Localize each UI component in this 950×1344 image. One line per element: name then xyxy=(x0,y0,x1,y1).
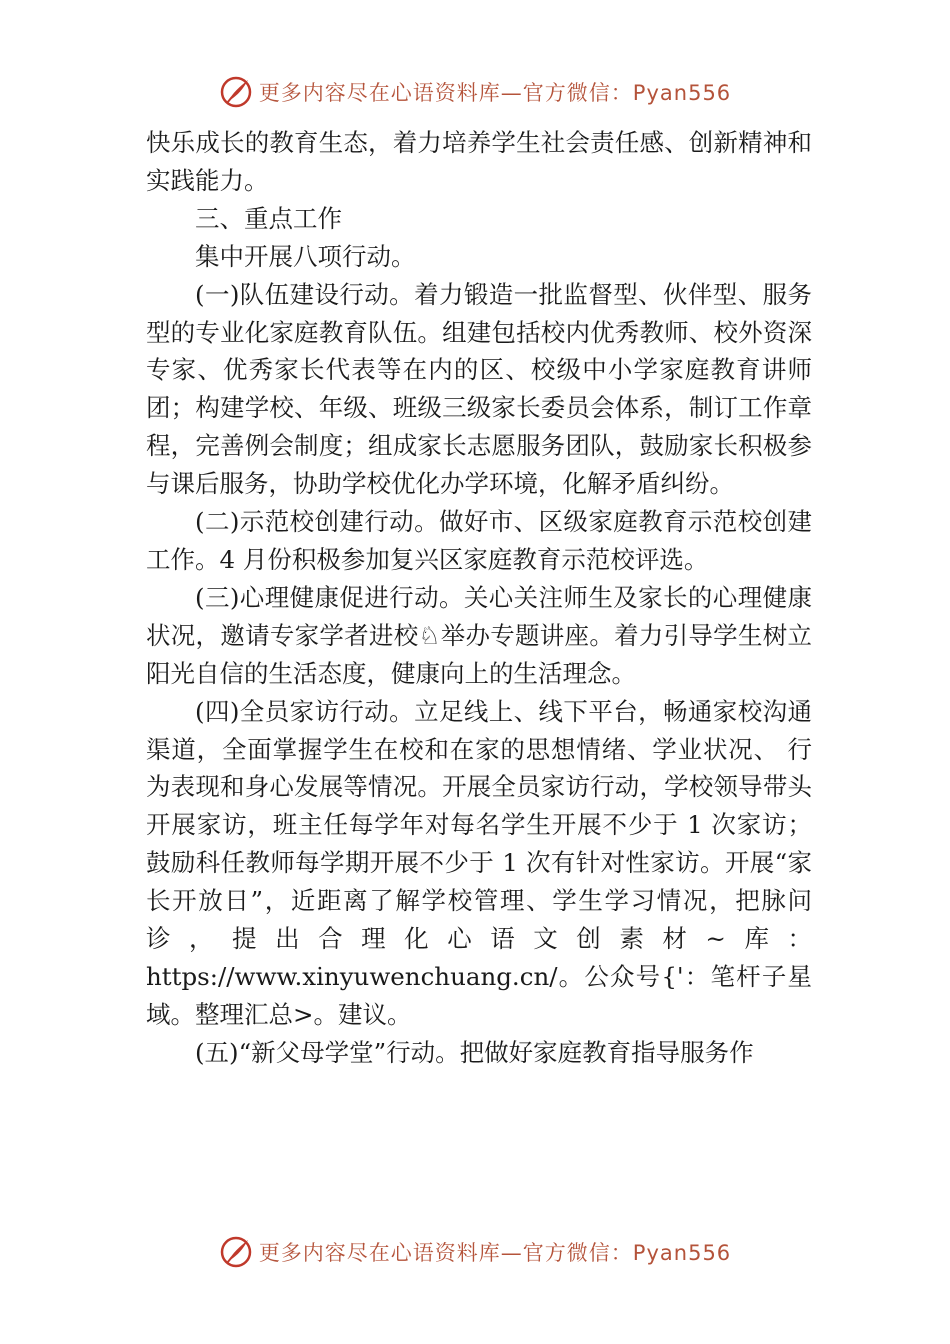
watermark-text: 更多内容尽在心语资料库—官方微信：Pyan556 xyxy=(258,81,732,105)
feather-pen-logo-icon xyxy=(219,75,253,109)
paragraph-mental-health: (三)心理健康促进行动。关心关注师生及家长的心理健康状况，邀请专家学者进校♘举办专题讲座。着力引导学生树立阳光自信的生活态度，健康向上的生活理念。 xyxy=(146,582,812,688)
document-body xyxy=(146,124,812,1072)
footer-watermark xyxy=(0,1232,950,1272)
paragraph-1: 快乐成长的教育生态，着力培养学生社会责任感、创新精神和实践能力。 xyxy=(146,128,812,195)
section-heading-key-work: 三、重点工作 xyxy=(195,203,342,233)
watermark-text: 更多内容尽在心语资料库—官方微信：Pyan556 xyxy=(258,1241,732,1265)
paragraph-demo-school: (二)示范校创建行动。做好市、区级家庭教育示范校创建工作。4 月份积极参加复兴区家庭教育示范校评选。 xyxy=(146,507,812,574)
paragraph-team-building: (一)队伍建设行动。着力锻造一批监督型、伙伴型、服务型的专业化家庭教育队伍。组建包括校内优秀教师、校外资深专家、优秀家长代表等在内的区、校级中小学家庭教育讲师团；构建学校、年级、班级三级家长委员会体系，制订工作章程，完善例会制度；组成家长志愿服务团队，鼓励家长积极参与课后服务，协助学校优化办学环境，化解矛盾纠纷。 xyxy=(146,279,812,499)
paragraph-eight-actions: 集中开展八项行动。 xyxy=(195,241,416,271)
feather-pen-logo-icon xyxy=(219,1235,253,1269)
paragraph-home-visits: (四)全员家访行动。立足线上、线下平台，畅通家校沟通渠道，全面掌握学生在校和在家的思想情绪、学业状况、 行为表现和身心发展等情况。开展全员家访行动，学校领导带头开展家访，班主任每学年对每名学生开展不少于 1 次家访；鼓励科任教师每学期开展不少于 1 次有针对性家访。开展“家长开放日”，近距离了解学校管理、学生学习情况，把脉问诊，提出合理化心语文创素材~库：https://www.xinyuwenchuang.cn/。公众号{'：笔杆子星域。整理汇总>。建议。 xyxy=(146,696,812,1029)
header-watermark xyxy=(0,72,950,112)
paragraph-new-parents-school: (五)“新父母学堂”行动。把做好家庭教育指导服务作 xyxy=(195,1037,754,1067)
